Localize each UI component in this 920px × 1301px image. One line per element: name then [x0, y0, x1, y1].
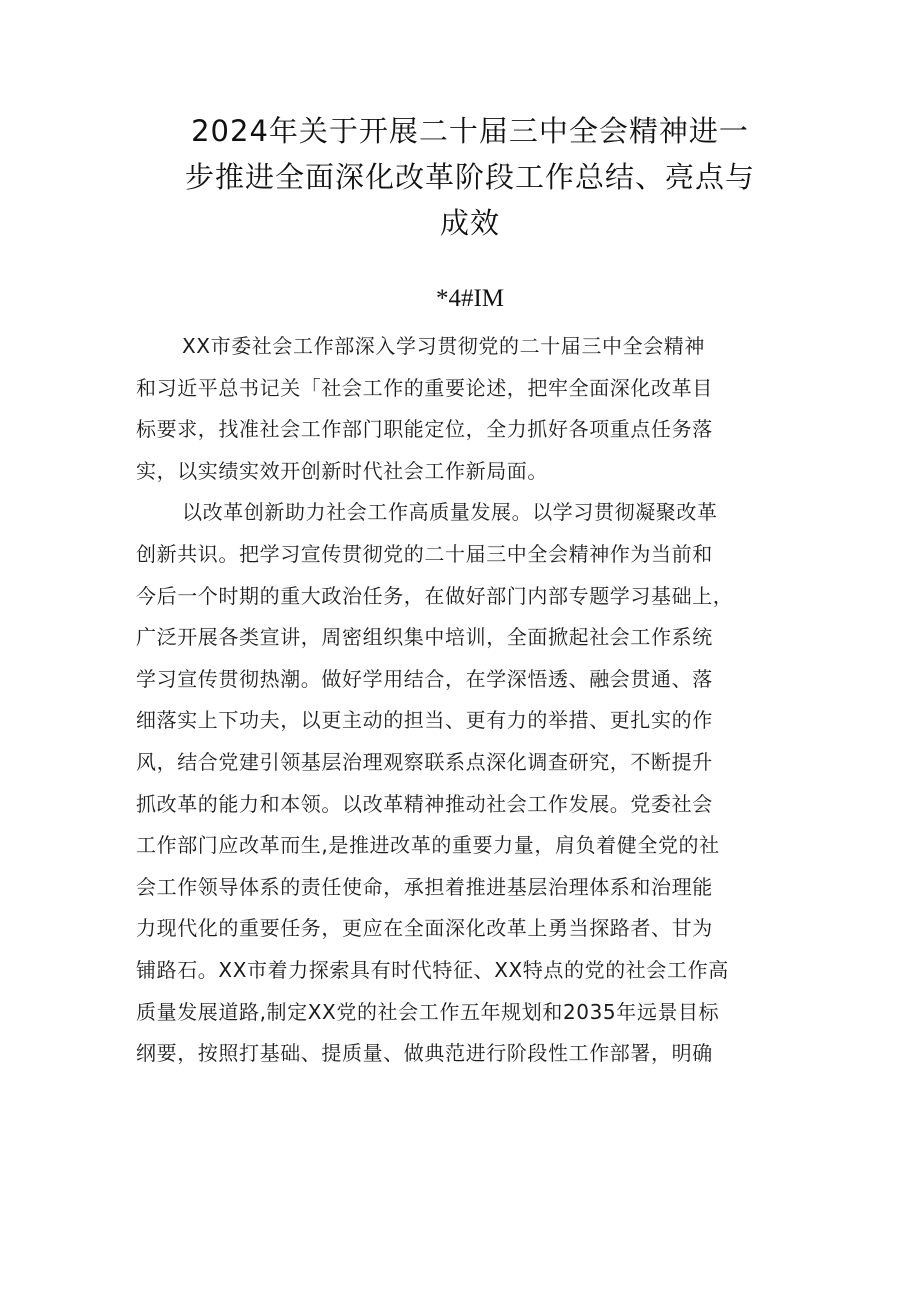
paragraph-line: 工作部门应改革而生,是推进改革的重要力量，肩负着健全党的社	[136, 833, 720, 858]
document-body	[136, 326, 796, 1075]
title-line: 步推进全面深化改革阶段工作总结、亮点与	[184, 160, 755, 194]
title-line: 成效	[439, 206, 500, 240]
paragraph-line: 风，结合党建引领基层治理观察联系点深化调查研究，不断提升	[136, 749, 713, 774]
paragraph-2	[136, 492, 796, 1074]
paragraph-line: 细落实上下功夫，以更主动的担当、更有力的举措、更扎实的作	[136, 708, 713, 733]
document-subtitle: *4#IM	[435, 285, 505, 312]
paragraph-line: 会工作领导体系的责任使命，承担着推进基层治理体系和治理能	[136, 874, 713, 899]
paragraph-line: 以改革创新助力社会工作高质量发展。以学习贯彻凝聚改革	[182, 500, 718, 525]
title-line: 2024年关于开展二十届三中全会精神进一	[191, 114, 749, 148]
paragraph-line: 实，以实绩实效开创新时代社会工作新局面。	[136, 458, 548, 483]
paragraph-line: 标要求，找准社会工作部门职能定位，全力抓好各项重点任务落	[136, 417, 713, 442]
paragraph-line: 铺路石。XX市着力探索具有时代特征、XX特点的党的社会工作高	[136, 957, 729, 982]
paragraph-line: XX市委社会工作部深入学习贯彻党的二十届三中全会精神	[182, 334, 706, 358]
paragraph-line: 力现代化的重要任务，更应在全面深化改革上勇当探路者、甘为	[136, 916, 713, 941]
paragraph-line: 学习宣传贯彻热潮。做好学用结合，在学深悟透、融会贯通、落	[136, 666, 713, 691]
document-title	[150, 108, 790, 246]
paragraph-line: 广泛开展各类宣讲，周密组织集中培训，全面掀起社会工作系统	[136, 625, 713, 650]
paragraph-line: 抓改革的能力和本领。以改革精神推动社会工作发展。党委社会	[136, 791, 713, 816]
paragraph-line: 创新共识。把学习宣传贯彻党的二十届三中全会精神作为当前和	[136, 541, 713, 566]
paragraph-line: 质量发展道路,制定XX党的社会工作五年规划和2035年远景目标	[136, 999, 720, 1024]
paragraph-line: 纲要，按照打基础、提质量、做典范进行阶段性工作部署，明确	[136, 1041, 713, 1066]
paragraph-line: 和习近平总书记关「社会工作的重要论述，把牢全面深化改革目	[136, 375, 713, 400]
paragraph-line: 今后一个时期的重大政治任务，在做好部门内部专题学习基础上，	[136, 583, 734, 608]
paragraph-1	[136, 326, 796, 492]
